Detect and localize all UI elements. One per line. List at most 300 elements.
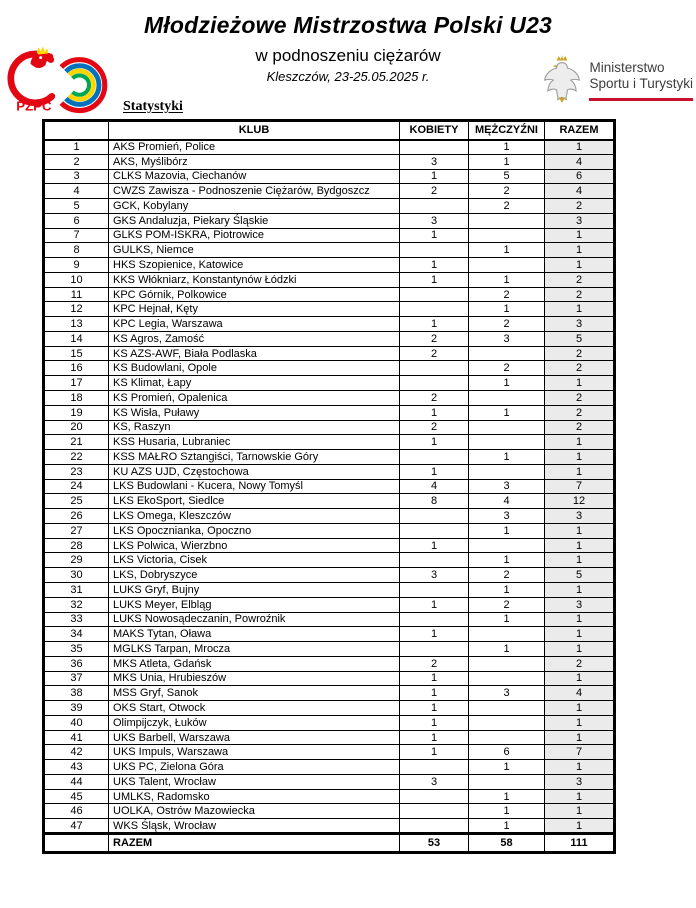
row-number: 31 xyxy=(44,582,109,597)
ministry-text xyxy=(589,54,693,101)
women-count: 1 xyxy=(400,730,469,745)
men-count xyxy=(469,420,545,435)
row-number: 25 xyxy=(44,494,109,509)
total-row-number-cell xyxy=(44,833,109,852)
men-count: 3 xyxy=(469,479,545,494)
men-count: 1 xyxy=(469,553,545,568)
women-count xyxy=(400,553,469,568)
men-count: 4 xyxy=(469,494,545,509)
club-name: UKS PC, Zielona Góra xyxy=(109,760,400,775)
svg-text:PZPC: PZPC xyxy=(16,98,52,114)
club-name: HKS Szopienice, Katowice xyxy=(109,258,400,273)
row-number: 26 xyxy=(44,509,109,524)
total-count: 1 xyxy=(545,789,615,804)
table-row xyxy=(44,228,615,243)
total-count: 1 xyxy=(545,538,615,553)
total-overall-count: 111 xyxy=(545,833,615,852)
women-count: 1 xyxy=(400,597,469,612)
total-count: 2 xyxy=(545,287,615,302)
club-name: WKS Śląsk, Wrocław xyxy=(109,819,400,834)
women-count: 2 xyxy=(400,184,469,199)
total-count: 2 xyxy=(545,391,615,406)
total-count: 1 xyxy=(545,701,615,716)
women-count xyxy=(400,760,469,775)
table-row xyxy=(44,789,615,804)
row-number: 28 xyxy=(44,538,109,553)
total-count: 1 xyxy=(545,760,615,775)
total-count: 6 xyxy=(545,169,615,184)
men-count: 2 xyxy=(469,361,545,376)
row-number: 44 xyxy=(44,774,109,789)
women-count: 2 xyxy=(400,331,469,346)
club-name: KPC Legia, Warszawa xyxy=(109,317,400,332)
club-name: MKS Unia, Hrubieszów xyxy=(109,671,400,686)
total-count: 4 xyxy=(545,686,615,701)
club-name: CWZS Zawisza - Podnoszenie Ciężarów, Bydgoszcz xyxy=(109,184,400,199)
men-count: 1 xyxy=(469,789,545,804)
club-name: CLKS Mazovia, Ciechanów xyxy=(109,169,400,184)
table-row xyxy=(44,450,615,465)
table-row xyxy=(44,819,615,834)
men-count xyxy=(469,213,545,228)
row-number: 40 xyxy=(44,715,109,730)
club-name: MGLKS Tarpan, Mrocza xyxy=(109,642,400,657)
club-name: KS Agros, Zamość xyxy=(109,331,400,346)
total-count: 3 xyxy=(545,774,615,789)
women-count: 1 xyxy=(400,715,469,730)
men-count: 1 xyxy=(469,804,545,819)
men-count: 3 xyxy=(469,686,545,701)
women-count: 3 xyxy=(400,568,469,583)
men-count xyxy=(469,774,545,789)
total-count: 2 xyxy=(545,656,615,671)
women-count: 1 xyxy=(400,686,469,701)
row-number: 4 xyxy=(44,184,109,199)
men-count: 1 xyxy=(469,612,545,627)
women-count xyxy=(400,376,469,391)
men-count: 2 xyxy=(469,568,545,583)
total-count: 1 xyxy=(545,228,615,243)
table-row xyxy=(44,479,615,494)
club-name: LUKS Gryf, Bujny xyxy=(109,582,400,597)
table-row xyxy=(44,213,615,228)
women-count: 3 xyxy=(400,213,469,228)
club-name: LKS Omega, Kleszczów xyxy=(109,509,400,524)
table-row xyxy=(44,715,615,730)
women-count: 1 xyxy=(400,701,469,716)
row-number: 17 xyxy=(44,376,109,391)
event-location-date: Kleszczów, 23-25.05.2025 r. xyxy=(266,69,430,84)
table-row xyxy=(44,656,615,671)
page-title: Młodzieżowe Mistrzostwa Polski U23 xyxy=(143,12,553,38)
table-row xyxy=(44,287,615,302)
women-count xyxy=(400,450,469,465)
row-number: 43 xyxy=(44,760,109,775)
row-number: 27 xyxy=(44,523,109,538)
column-header-klub: KLUB xyxy=(109,121,400,140)
club-name: KU AZS UJD, Częstochowa xyxy=(109,464,400,479)
women-count xyxy=(400,199,469,214)
table-row xyxy=(44,331,615,346)
table-row xyxy=(44,509,615,524)
table-row xyxy=(44,405,615,420)
row-number: 42 xyxy=(44,745,109,760)
club-name: GULKS, Niemce xyxy=(109,243,400,258)
club-name: Olimpijczyk, Łuków xyxy=(109,715,400,730)
total-count: 1 xyxy=(545,730,615,745)
men-count: 1 xyxy=(469,819,545,834)
table-row xyxy=(44,272,615,287)
table-row xyxy=(44,538,615,553)
women-count: 1 xyxy=(400,671,469,686)
women-count xyxy=(400,612,469,627)
table-header-row xyxy=(44,121,615,140)
women-count: 1 xyxy=(400,464,469,479)
row-number: 35 xyxy=(44,642,109,657)
women-count: 8 xyxy=(400,494,469,509)
total-men-count: 58 xyxy=(469,833,545,852)
club-name: KS Promień, Opalenica xyxy=(109,391,400,406)
total-count: 1 xyxy=(545,258,615,273)
men-count: 2 xyxy=(469,184,545,199)
club-name: LUKS Meyer, Elbląg xyxy=(109,597,400,612)
men-count xyxy=(469,715,545,730)
women-count: 1 xyxy=(400,745,469,760)
club-name: AKS Promień, Police xyxy=(109,140,400,155)
row-number: 15 xyxy=(44,346,109,361)
total-count: 1 xyxy=(545,612,615,627)
club-name: LKS Budowlani - Kucera, Nowy Tomyśl xyxy=(109,479,400,494)
club-name: MSS Gryf, Sanok xyxy=(109,686,400,701)
total-count: 1 xyxy=(545,553,615,568)
women-count xyxy=(400,582,469,597)
total-count: 1 xyxy=(545,819,615,834)
women-count xyxy=(400,804,469,819)
women-count: 4 xyxy=(400,479,469,494)
table-row xyxy=(44,391,615,406)
women-count: 1 xyxy=(400,405,469,420)
total-count: 7 xyxy=(545,479,615,494)
men-count: 1 xyxy=(469,450,545,465)
ministry-logo xyxy=(542,54,693,104)
women-count xyxy=(400,243,469,258)
pzpc-eagle-rings-icon xyxy=(2,46,116,116)
total-count: 1 xyxy=(545,627,615,642)
table-row xyxy=(44,169,615,184)
total-count: 5 xyxy=(545,568,615,583)
row-number: 19 xyxy=(44,405,109,420)
men-count: 2 xyxy=(469,199,545,214)
table-row xyxy=(44,346,615,361)
table-row xyxy=(44,671,615,686)
women-count: 2 xyxy=(400,346,469,361)
row-number: 3 xyxy=(44,169,109,184)
table-row xyxy=(44,627,615,642)
row-number: 14 xyxy=(44,331,109,346)
men-count: 6 xyxy=(469,745,545,760)
table-row xyxy=(44,494,615,509)
total-count: 3 xyxy=(545,213,615,228)
total-row-label: RAZEM xyxy=(109,833,400,852)
row-number: 32 xyxy=(44,597,109,612)
ministry-name-line2: Sportu i Turystyki xyxy=(589,76,693,91)
table-row xyxy=(44,140,615,155)
women-count: 2 xyxy=(400,420,469,435)
total-count: 1 xyxy=(545,582,615,597)
section-title: Statystyki xyxy=(123,99,183,114)
table-row xyxy=(44,376,615,391)
club-name: UOLKA, Ostrów Mazowiecka xyxy=(109,804,400,819)
women-count xyxy=(400,523,469,538)
total-count: 1 xyxy=(545,642,615,657)
table-row xyxy=(44,804,615,819)
table-row xyxy=(44,420,615,435)
table-row xyxy=(44,597,615,612)
men-count xyxy=(469,391,545,406)
women-count: 2 xyxy=(400,391,469,406)
row-number: 12 xyxy=(44,302,109,317)
row-number: 45 xyxy=(44,789,109,804)
table-row xyxy=(44,243,615,258)
table-row xyxy=(44,199,615,214)
women-count: 2 xyxy=(400,656,469,671)
women-count: 1 xyxy=(400,538,469,553)
row-number: 21 xyxy=(44,435,109,450)
men-count xyxy=(469,730,545,745)
total-count: 12 xyxy=(545,494,615,509)
club-name: AKS, Myślibórz xyxy=(109,154,400,169)
men-count xyxy=(469,671,545,686)
row-number: 7 xyxy=(44,228,109,243)
club-name: UKS Barbell, Warszawa xyxy=(109,730,400,745)
page-subtitle: w podnoszeniu ciężarów xyxy=(255,46,441,65)
club-name: KSS Husaria, Lubraniec xyxy=(109,435,400,450)
club-name: UKS Impuls, Warszawa xyxy=(109,745,400,760)
table-total-row xyxy=(44,833,615,852)
club-name: GCK, Kobylany xyxy=(109,199,400,214)
row-number: 16 xyxy=(44,361,109,376)
men-count: 2 xyxy=(469,597,545,612)
men-count: 1 xyxy=(469,376,545,391)
pzpc-logo xyxy=(2,46,116,116)
women-count: 1 xyxy=(400,272,469,287)
total-count: 1 xyxy=(545,715,615,730)
club-name: KS Klimat, Łapy xyxy=(109,376,400,391)
men-count xyxy=(469,464,545,479)
total-count: 7 xyxy=(545,745,615,760)
club-name: OKS Start, Otwock xyxy=(109,701,400,716)
total-count: 3 xyxy=(545,509,615,524)
row-number: 46 xyxy=(44,804,109,819)
total-count: 2 xyxy=(545,361,615,376)
statistics-table xyxy=(42,119,616,854)
club-name: LUKS Nowosądeczanin, Powroźnik xyxy=(109,612,400,627)
women-count xyxy=(400,509,469,524)
table-row xyxy=(44,464,615,479)
column-header-number xyxy=(44,121,109,140)
table-row xyxy=(44,701,615,716)
women-count xyxy=(400,287,469,302)
men-count xyxy=(469,656,545,671)
club-name: UKS Talent, Wrocław xyxy=(109,774,400,789)
club-name: UMLKS, Radomsko xyxy=(109,789,400,804)
men-count: 1 xyxy=(469,760,545,775)
women-count xyxy=(400,140,469,155)
club-name: KS AZS-AWF, Biała Podlaska xyxy=(109,346,400,361)
row-number: 20 xyxy=(44,420,109,435)
men-count xyxy=(469,258,545,273)
row-number: 47 xyxy=(44,819,109,834)
men-count xyxy=(469,538,545,553)
total-count: 2 xyxy=(545,346,615,361)
row-number: 36 xyxy=(44,656,109,671)
men-count xyxy=(469,435,545,450)
men-count xyxy=(469,701,545,716)
club-name: KS Budowlani, Opole xyxy=(109,361,400,376)
club-name: LKS EkoSport, Siedlce xyxy=(109,494,400,509)
row-number: 24 xyxy=(44,479,109,494)
women-count: 1 xyxy=(400,169,469,184)
table-row xyxy=(44,317,615,332)
women-count xyxy=(400,361,469,376)
total-count: 3 xyxy=(545,597,615,612)
column-header-mezczyzni: MĘŻCZYŹNI xyxy=(469,121,545,140)
men-count: 1 xyxy=(469,302,545,317)
table-row xyxy=(44,745,615,760)
men-count: 1 xyxy=(469,272,545,287)
total-count: 1 xyxy=(545,804,615,819)
club-name: LKS, Dobryszyce xyxy=(109,568,400,583)
total-count: 1 xyxy=(545,376,615,391)
men-count: 3 xyxy=(469,331,545,346)
total-count: 5 xyxy=(545,331,615,346)
women-count xyxy=(400,302,469,317)
row-number: 2 xyxy=(44,154,109,169)
table-row xyxy=(44,523,615,538)
club-name: GKS Andaluzja, Piekary Śląskie xyxy=(109,213,400,228)
men-count: 1 xyxy=(469,405,545,420)
club-name: KPC Hejnał, Kęty xyxy=(109,302,400,317)
table-row xyxy=(44,760,615,775)
table-row xyxy=(44,774,615,789)
table-row xyxy=(44,435,615,450)
table-row xyxy=(44,258,615,273)
club-name: MKS Atleta, Gdańsk xyxy=(109,656,400,671)
club-name: LKS Opocznianka, Opoczno xyxy=(109,523,400,538)
women-count xyxy=(400,819,469,834)
women-count: 1 xyxy=(400,228,469,243)
total-count: 1 xyxy=(545,140,615,155)
club-name: KS Wisła, Puławy xyxy=(109,405,400,420)
table-row xyxy=(44,568,615,583)
club-name: GLKS POM-ISKRA, Piotrowice xyxy=(109,228,400,243)
women-count xyxy=(400,642,469,657)
row-number: 22 xyxy=(44,450,109,465)
row-number: 9 xyxy=(44,258,109,273)
men-count xyxy=(469,346,545,361)
women-count: 3 xyxy=(400,154,469,169)
row-number: 34 xyxy=(44,627,109,642)
total-count: 1 xyxy=(545,523,615,538)
men-count: 1 xyxy=(469,140,545,155)
total-count: 2 xyxy=(545,420,615,435)
ministry-red-rule xyxy=(589,98,693,101)
column-header-razem: RAZEM xyxy=(545,121,615,140)
table-row xyxy=(44,302,615,317)
row-number: 38 xyxy=(44,686,109,701)
row-number: 6 xyxy=(44,213,109,228)
table-row xyxy=(44,154,615,169)
men-count: 1 xyxy=(469,154,545,169)
club-name: KSS MAŁRO Sztangiści, Tarnowskie Góry xyxy=(109,450,400,465)
club-name: KS, Raszyn xyxy=(109,420,400,435)
total-count: 1 xyxy=(545,435,615,450)
men-count: 3 xyxy=(469,509,545,524)
row-number: 13 xyxy=(44,317,109,332)
men-count xyxy=(469,627,545,642)
row-number: 23 xyxy=(44,464,109,479)
men-count xyxy=(469,228,545,243)
total-women-count: 53 xyxy=(400,833,469,852)
club-name: KKS Włókniarz, Konstantynów Łódzki xyxy=(109,272,400,287)
club-name: MAKS Tytan, Oława xyxy=(109,627,400,642)
total-count: 3 xyxy=(545,317,615,332)
women-count: 1 xyxy=(400,317,469,332)
row-number: 5 xyxy=(44,199,109,214)
row-number: 8 xyxy=(44,243,109,258)
row-number: 29 xyxy=(44,553,109,568)
row-number: 10 xyxy=(44,272,109,287)
column-header-kobiety: KOBIETY xyxy=(400,121,469,140)
row-number: 37 xyxy=(44,671,109,686)
table-row xyxy=(44,642,615,657)
row-number: 30 xyxy=(44,568,109,583)
row-number: 11 xyxy=(44,287,109,302)
ministry-eagle-icon xyxy=(542,54,582,104)
women-count: 1 xyxy=(400,435,469,450)
row-number: 1 xyxy=(44,140,109,155)
total-count: 1 xyxy=(545,450,615,465)
total-count: 1 xyxy=(545,302,615,317)
men-count: 1 xyxy=(469,243,545,258)
total-count: 2 xyxy=(545,199,615,214)
men-count: 2 xyxy=(469,317,545,332)
ministry-name-line1: Ministerstwo xyxy=(589,60,665,75)
total-count: 4 xyxy=(545,154,615,169)
club-name: KPC Górnik, Polkowice xyxy=(109,287,400,302)
men-count: 2 xyxy=(469,287,545,302)
men-count: 5 xyxy=(469,169,545,184)
table-row xyxy=(44,582,615,597)
total-count: 2 xyxy=(545,272,615,287)
women-count: 1 xyxy=(400,258,469,273)
men-count: 1 xyxy=(469,642,545,657)
women-count: 3 xyxy=(400,774,469,789)
total-count: 1 xyxy=(545,464,615,479)
total-count: 4 xyxy=(545,184,615,199)
table-row xyxy=(44,361,615,376)
men-count: 1 xyxy=(469,523,545,538)
club-name: LKS Victoria, Cisek xyxy=(109,553,400,568)
table-row xyxy=(44,184,615,199)
row-number: 39 xyxy=(44,701,109,716)
row-number: 33 xyxy=(44,612,109,627)
women-count xyxy=(400,789,469,804)
row-number: 41 xyxy=(44,730,109,745)
table-row xyxy=(44,612,615,627)
table-row xyxy=(44,553,615,568)
club-name: LKS Polwica, Wierzbno xyxy=(109,538,400,553)
